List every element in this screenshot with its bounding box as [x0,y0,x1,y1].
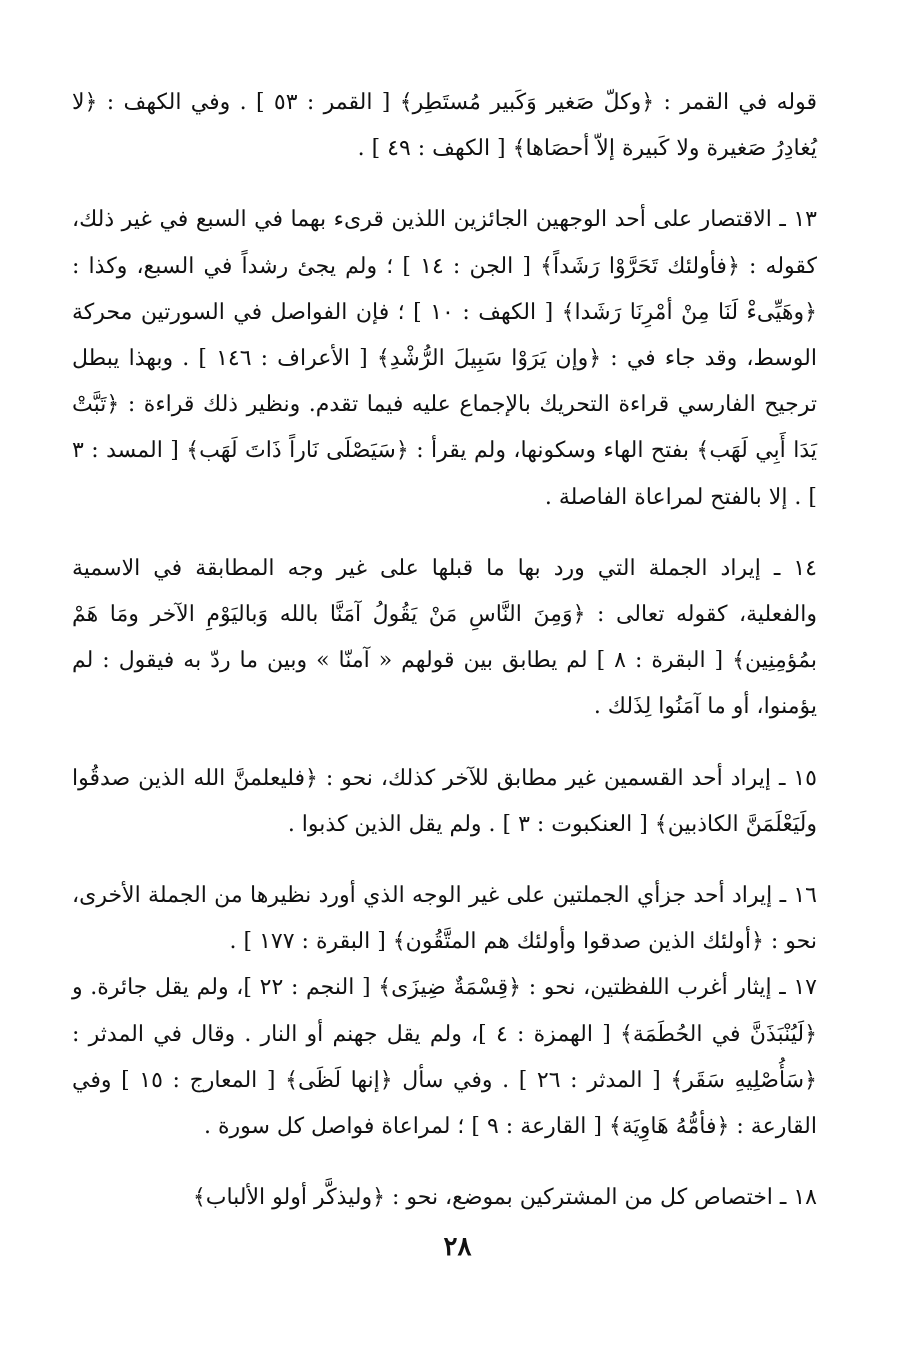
paragraph-17: ١٧ ـ إيثار أغرب اللفظتين، نحو : ﴿قِسْمَةٌ ضِيزَى﴾ [ النجم : ٢٢ ]، ولم يقل جائرة. و ﴿لَيُنْبَذَنَّ في الحُطَمَة﴾ [ الهمزة : ٤ ]، ولم يقل جهنم أو النار . وقال في المدثر : ﴿سَأُصْلِيهِ سَقَر﴾ [ المدثر : ٢٦ ] . وفي سأل ﴿إنها لَظَى﴾ [ المعارج : ١٥ ] وفي القارعة : ﴿فأمُّهُ هَاوِيَة﴾ [ القارعة : ٩ ] ؛ لمراعاة فواصل كل سورة . [72,975,817,1140]
paragraph-14: ١٤ ـ إيراد الجملة التي ورد بها ما قبلها على غير وجه المطابقة في الاسمية والفعلية، كقوله تعالى : ﴿وَمِنَ النَّاسِ مَنْ يَقُولُ آمَنَّا بالله وَباليَوْمِ الآخر ومَا هَمْ بمُؤمِنِين﴾ [ البقرة : ٨ ] لم يطابق بين قولهم « آمنّا » وبين ما ردّ به فيقول : لم يؤمنوا، أو ما آمَنُوا لِذَلك . [72,555,817,720]
paragraph-18: ١٨ ـ اختصاص كل من المشتركين بموضع، نحو : ﴿وليذكَّر أولو الألباب﴾ [192,1185,817,1211]
paragraph-continuation: قوله في القمر : ﴿وكلّ صَغير وَكَبير مُستَطِر﴾ [ القمر : ٥٣ ] . وفي الكهف : ﴿لا يُغادِرُ صَغيرة ولا كَبيرة إلاّ أحصَاها﴾ [ الكهف : ٤٩ ] . [72,90,817,162]
paragraph-13: ١٣ ـ الاقتصار على أحد الوجهين الجائزين اللذين قرىء بهما في السبع في غير ذلك، كقوله : ﴿فأولئك تَحَرَّوْا رَشَداً﴾ [ الجن : ١٤ ] ؛ ولم يجئ رشداً في السبع، وكذا : ﴿وهَيِّىءْ لَنَا مِنْ أمْرِنَا رَشَدا﴾ [ الكهف : ١٠ ] ؛ فإن الفواصل في السورتين محركة الوسط، وقد جاء في : ﴿وإن يَرَوْا سَبِيلَ الرُّشْدِ﴾ [ الأعراف : ١٤٦ ] . وبهذا يبطل ترجيح الفارسي قراءة التحريك بالإجماع عليه فيما تقدم. ونظير ذلك قراءة : ﴿تَبَّتْ يَدَا أَبِي لَهَب﴾ بفتح الهاء وسكونها، ولم يقرأ : ﴿سَيَصْلَى نَاراً ذَاتَ لَهَب﴾ [ المسد : ٣ ] . إلا بالفتح لمراعاة الفاصلة . [72,207,817,510]
page-body [72,80,817,1221]
paragraph-15: ١٥ ـ إيراد أحد القسمين غير مطابق للآخر كذلك، نحو : ﴿فليعلمنَّ الله الذين صدقُوا ولَيَعْلَمَنَّ الكاذبين﴾ [ العنكبوت : ٣ ] . ولم يقل الذين كذبوا . [72,765,817,837]
page-number: ٢٨ [443,1232,472,1262]
paragraph-16: ١٦ ـ إيراد أحد جزأي الجملتين على غير الوجه الذي أورد نظيرها من الجملة الأخرى، نحو : ﴿أولئك الذين صدقوا وأولئك هم المتَّقُون﴾ [ البقرة : ١٧٧ ] . [72,883,817,955]
